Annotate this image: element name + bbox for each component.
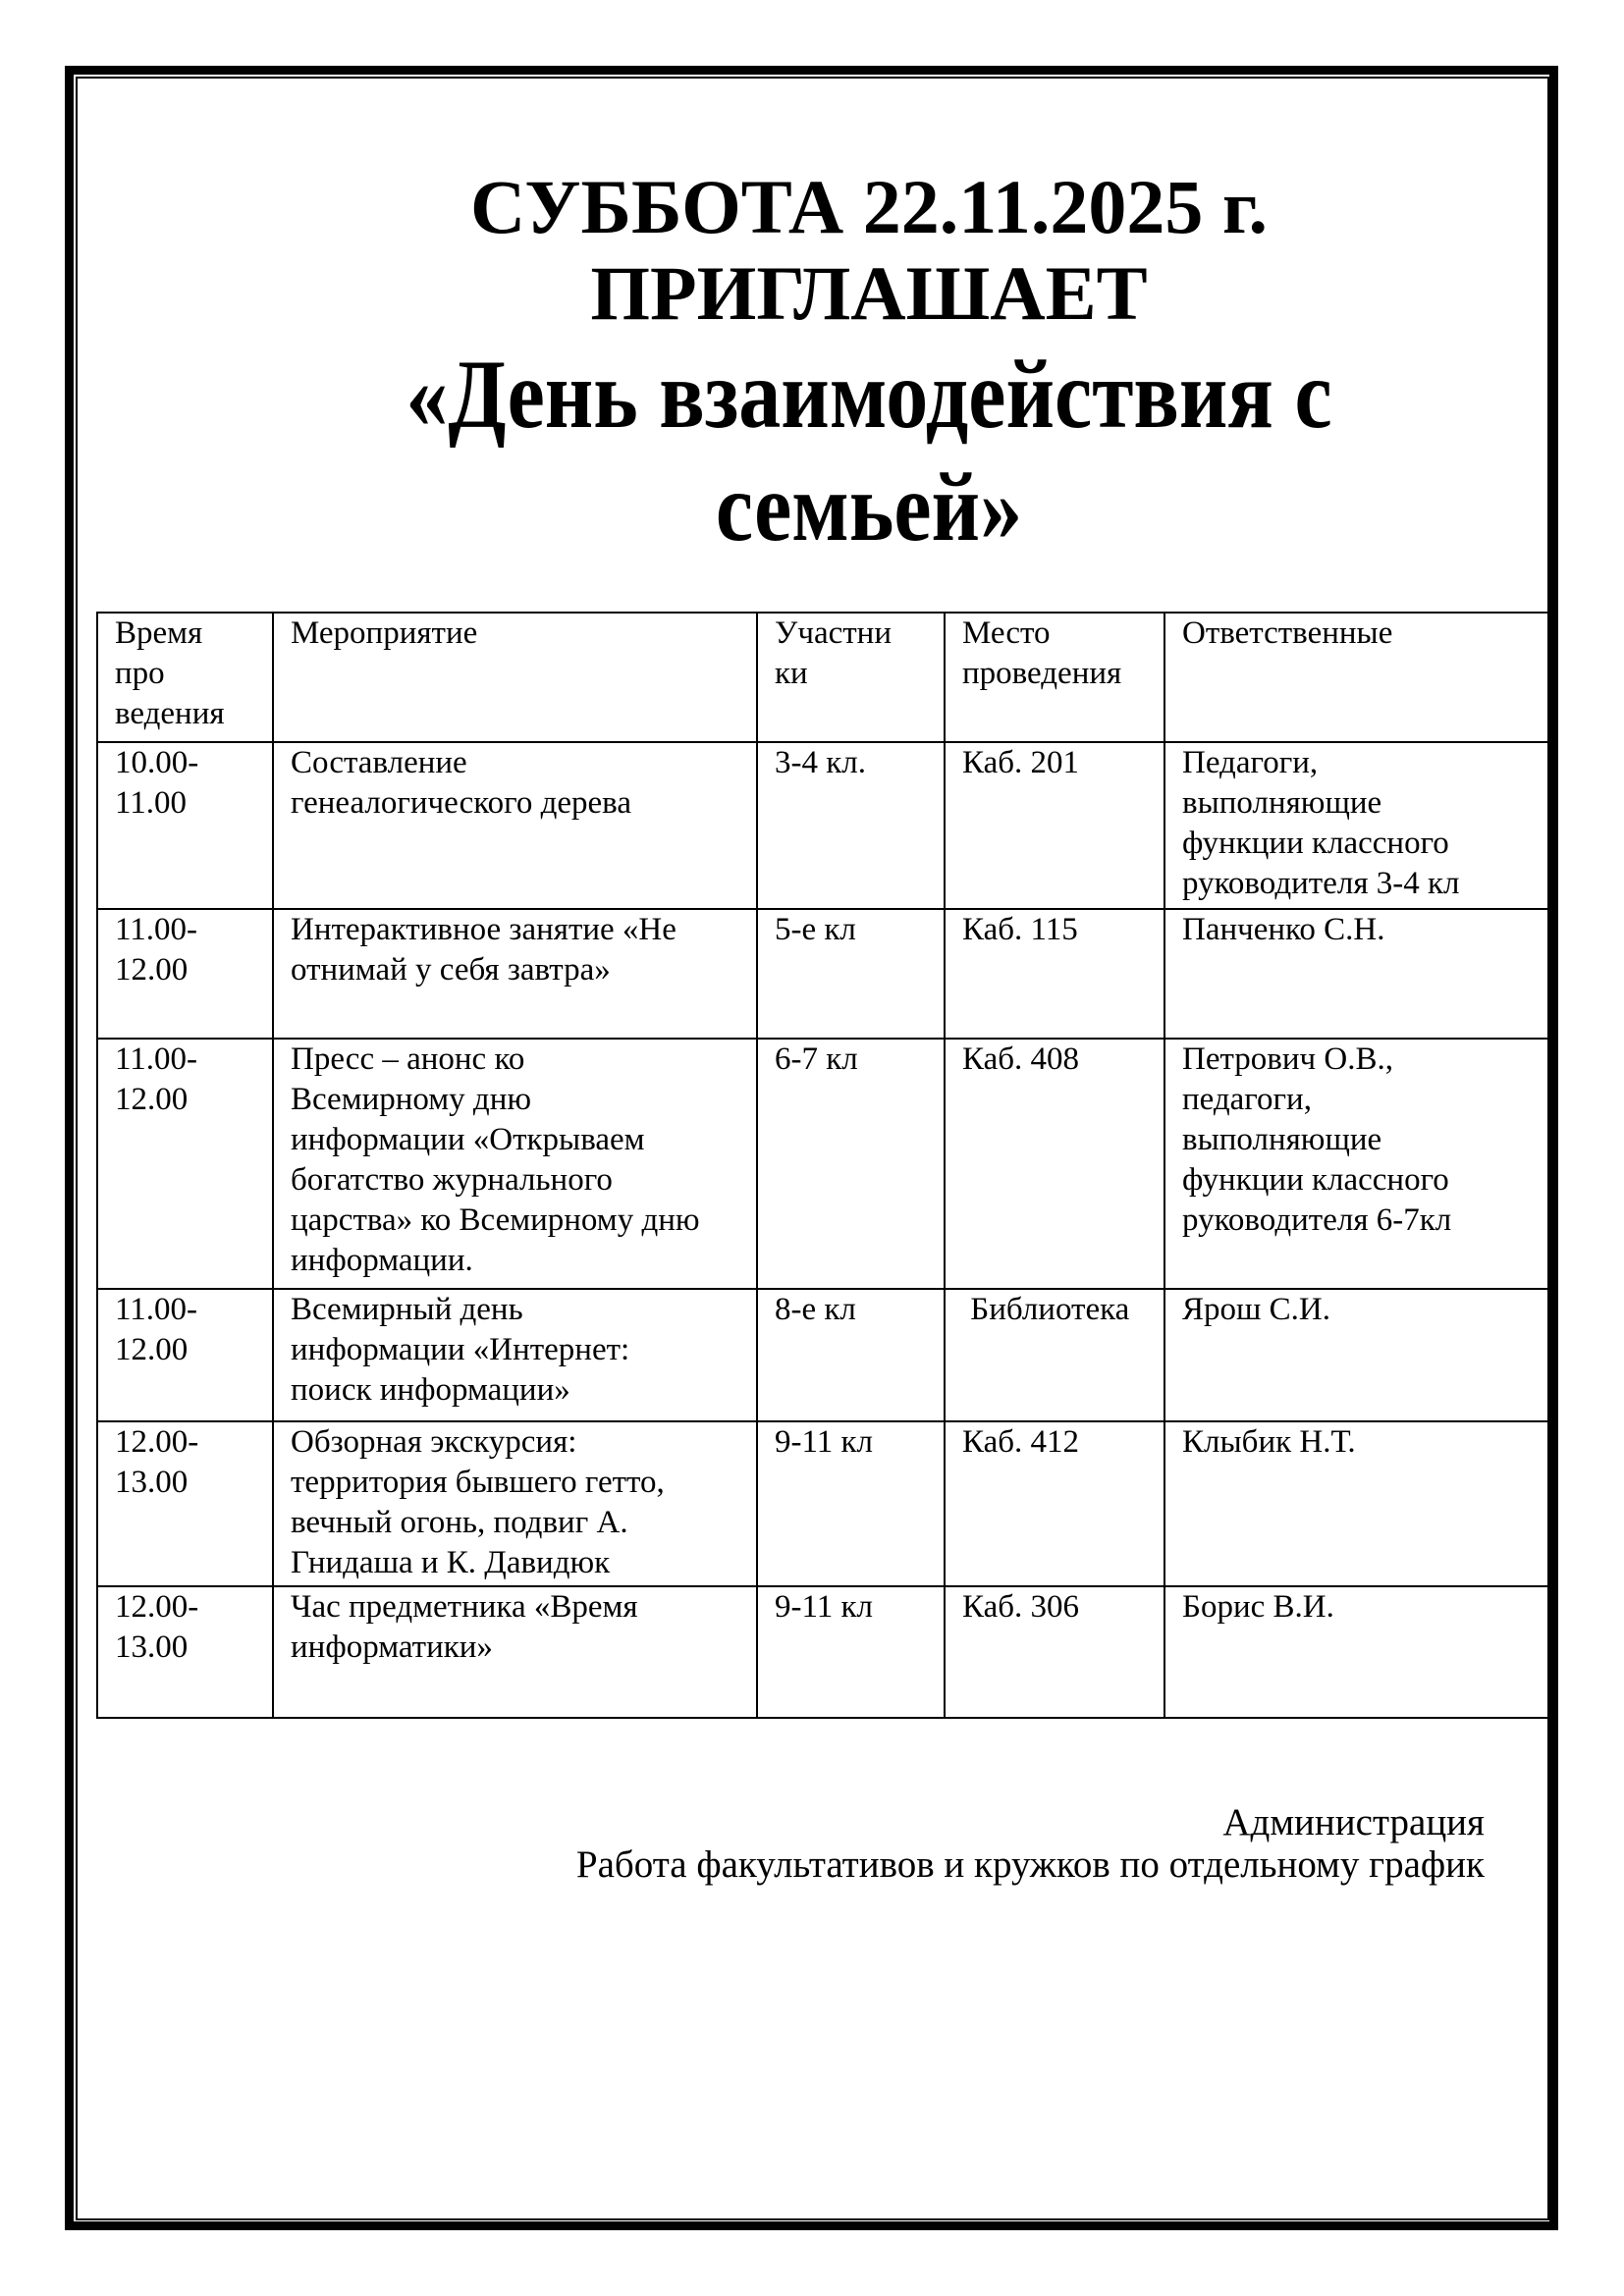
table-cell-participants: 5-е кл — [775, 912, 856, 947]
schedule-table — [96, 612, 1552, 1717]
table-cell-place: Каб. 306 — [962, 1589, 1080, 1625]
table-cell-participants: 8-е кл — [775, 1292, 856, 1327]
table-cell-place: Библиотека — [962, 1292, 1130, 1327]
table-cell-event: Час предметника «Время информатики» — [291, 1589, 638, 1665]
table-cell-event: Составление генеалогического дерева — [291, 745, 631, 821]
table-cell-time: 12.00- 13.00 — [115, 1424, 199, 1500]
table-header-participants: Участни ки — [775, 615, 892, 691]
footer-note: Работа факультативов и кружков по отдельному график — [575, 1843, 1485, 1886]
title-invites: ПРИГЛАШАЕТ — [590, 250, 1148, 336]
table-cell-responsible: Панченко С.Н. — [1182, 912, 1385, 947]
table-header-responsible: Ответственные — [1182, 615, 1393, 651]
table-cell-place: Каб. 408 — [962, 1041, 1080, 1077]
table-cell-event: Интерактивное занятие «Не отнимай у себя завтра» — [291, 912, 677, 988]
table-row-divider — [96, 1717, 1552, 1719]
table-cell-time: 11.00- 12.00 — [115, 912, 198, 988]
table-cell-participants: 3-4 кл. — [775, 745, 866, 780]
table-cell-time: 10.00- 11.00 — [115, 745, 199, 821]
table-cell-time: 11.00- 12.00 — [115, 1041, 198, 1117]
table-cell-participants: 6-7 кл — [775, 1041, 858, 1077]
table-cell-responsible: Педагоги, выполняющие функции классного руководителя 3-4 кл — [1182, 745, 1460, 901]
table-header-place: Место проведения — [962, 615, 1122, 691]
table-cell-event: Пресс – анонс ко Всемирному дню информации «Открываем богатство журнального царства» ко Всемирному дню информации. — [291, 1041, 700, 1278]
table-cell-time: 11.00- 12.00 — [115, 1292, 198, 1367]
table-cell-participants: 9-11 кл — [775, 1589, 874, 1625]
table-cell-event: Обзорная экскурсия: территория бывшего гетто, вечный огонь, подвиг А. Гнидаша и К. Давидюк — [291, 1424, 665, 1580]
table-header-time: Время про ведения — [115, 615, 225, 731]
table-cell-responsible: Клыбик Н.Т. — [1182, 1424, 1356, 1460]
title-event-name-line2: семьей» — [715, 453, 1023, 561]
title-date: СУББОТА 22.11.2025 г. — [469, 164, 1269, 249]
table-cell-responsible: Ярош С.И. — [1182, 1292, 1331, 1327]
table-cell-place: Каб. 115 — [962, 912, 1078, 947]
table-cell-event: Всемирный день информации «Интернет: поиск информации» — [291, 1292, 630, 1408]
table-cell-responsible: Борис В.И. — [1182, 1589, 1334, 1625]
table-header-event: Мероприятие — [291, 615, 478, 651]
table-cell-participants: 9-11 кл — [775, 1424, 874, 1460]
title-event-name-line1: «День взаимодействия с — [406, 340, 1332, 449]
table-cell-place: Каб. 201 — [962, 745, 1080, 780]
footer-administration: Администрация — [1222, 1801, 1485, 1843]
table-cell-time: 12.00- 13.00 — [115, 1589, 199, 1665]
table-cell-place: Каб. 412 — [962, 1424, 1080, 1460]
table-cell-responsible: Петрович О.В., педагоги, выполняющие функции классного руководителя 6-7кл — [1182, 1041, 1452, 1238]
